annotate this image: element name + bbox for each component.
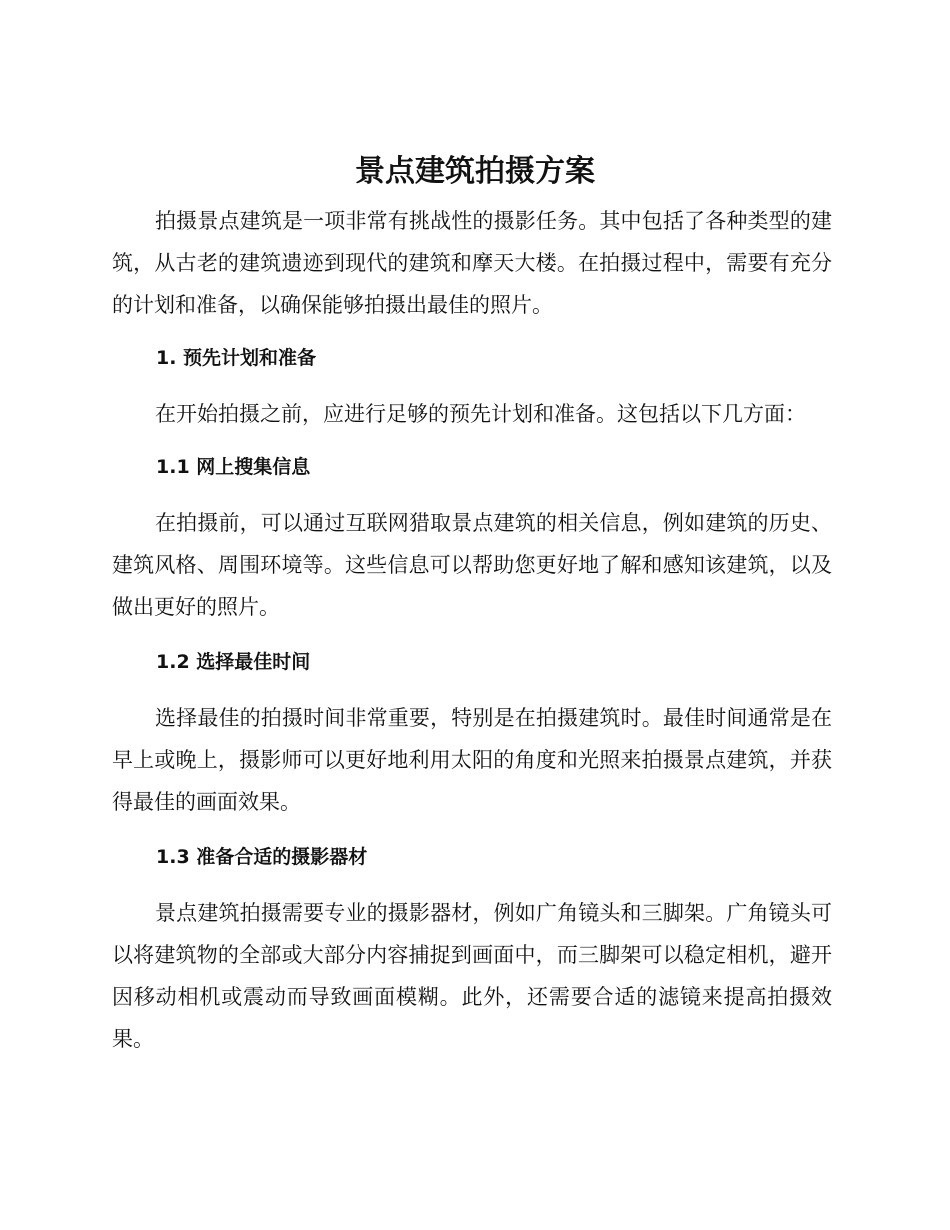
section-paragraph-1-2: 选择最佳的拍摄时间非常重要，特别是在拍摄建筑时。最佳时间通常是在早上或晚上，摄影师可以更好地利用太阳的角度和光照来拍摄景点建筑，并获得最佳的画面效果。 <box>112 706 832 814</box>
section-paragraph-1: 在开始拍摄之前，应进行足够的预先计划和准备。这包括以下几方面： <box>155 402 806 426</box>
section-heading-1-2: 1.2 选择最佳时间 <box>156 651 311 673</box>
intro-paragraph: 拍摄景点建筑是一项非常有挑战性的摄影任务。其中包括了各种类型的建筑，从古老的建筑遗迹到现代的建筑和摩天大楼。在拍摄过程中，需要有充分的计划和准备，以确保能够拍摄出最佳的照片。 <box>112 209 832 317</box>
section-heading-1-3: 1.3 准备合适的摄影器材 <box>156 846 368 868</box>
document-title: 景点建筑拍摄方案 <box>355 154 595 189</box>
section-paragraph-1-3: 景点建筑拍摄需要专业的摄影器材，例如广角镜头和三脚架。广角镜头可以将建筑物的全部或大部分内容捕捉到画面中，而三脚架可以稳定相机，避开因移动相机或震动而导致画面模糊。此外，还需要合适的滤镜来提高拍摄效果。 <box>112 901 832 1051</box>
section-paragraph-1-1: 在拍摄前，可以通过互联网猎取景点建筑的相关信息，例如建筑的历史、建筑风格、周围环境等。这些信息可以帮助您更好地了解和感知该建筑，以及做出更好的照片。 <box>112 511 832 619</box>
section-heading-1-1: 1.1 网上搜集信息 <box>156 456 311 478</box>
section-heading-1: 1. 预先计划和准备 <box>156 347 317 369</box>
